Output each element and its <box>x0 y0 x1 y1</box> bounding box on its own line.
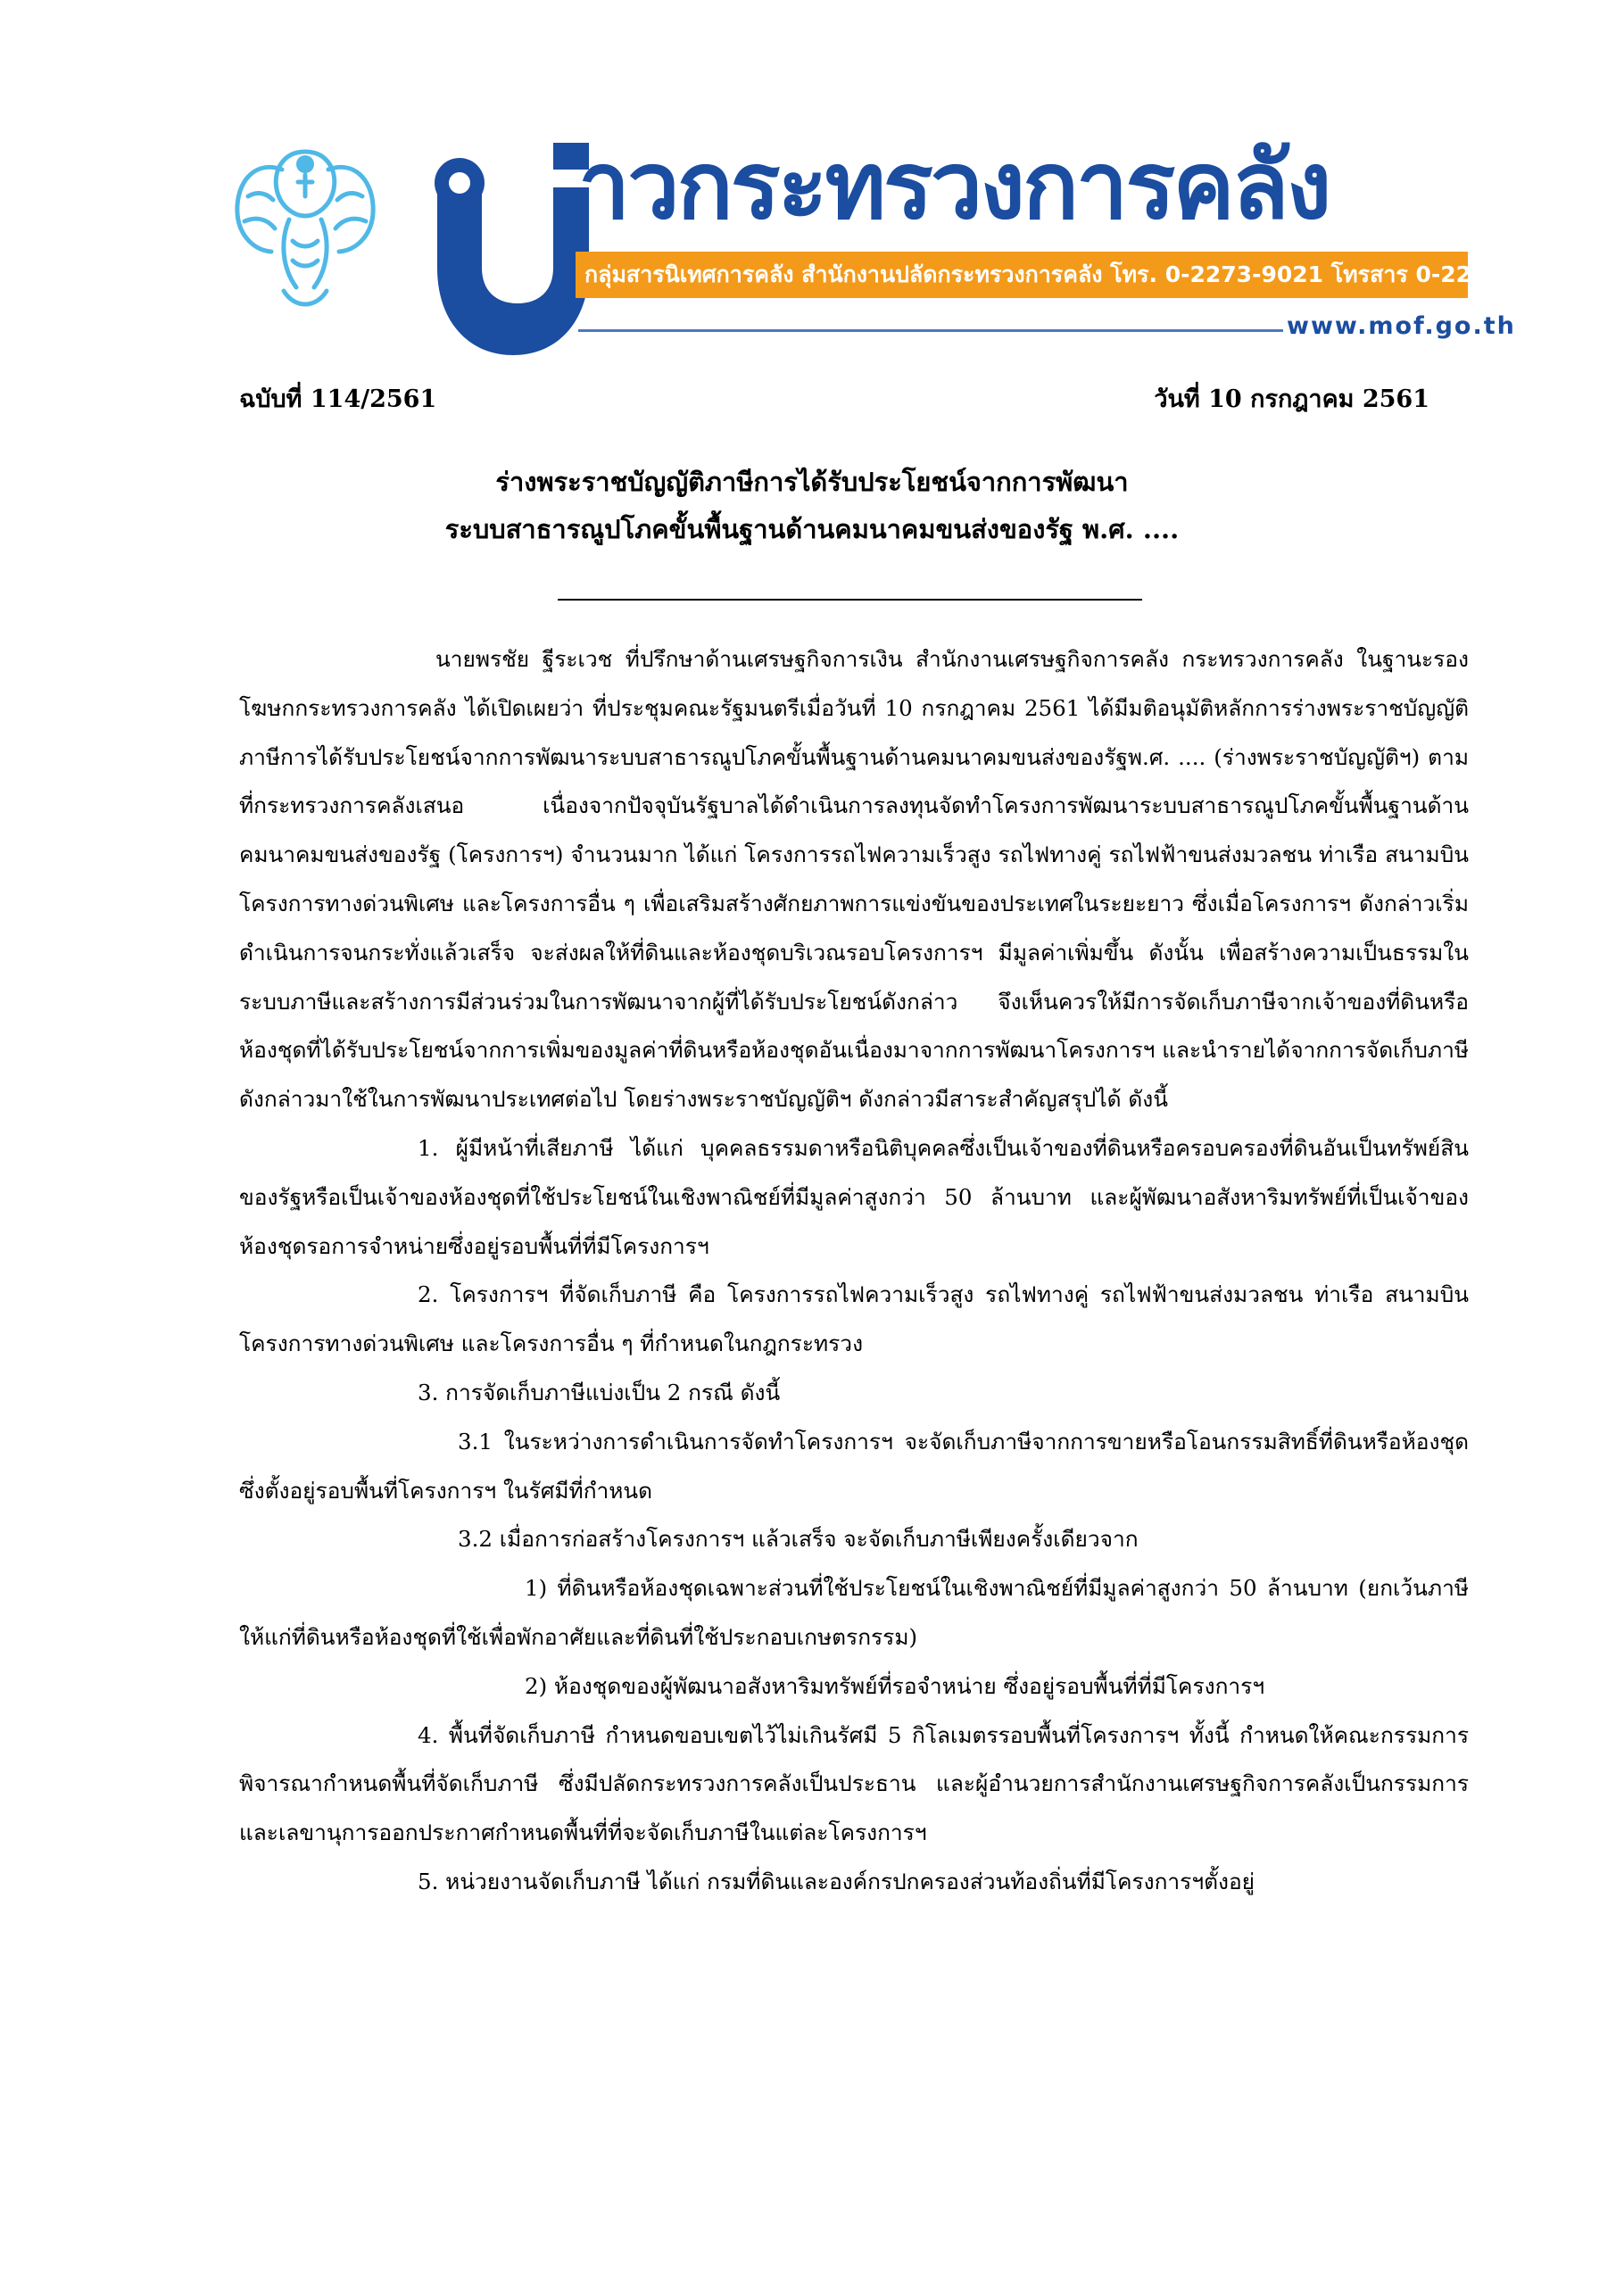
point-1-paragraph: 1. ผู้มีหน้าที่เสียภาษี ได้แก่ บุคคลธรรมดาหรือนิติบุคคลซึ่งเป็นเจ้าของที่ดินหรือครอบครองที่ดินอันเป็นทรัพย์สินของรัฐหรือเป็นเจ้าของห้องชุดที่ใช้ประโยชน์ในเชิงพาณิชย์ที่มีมูลค่าสูงกว่า 50 ล้านบาท และผู้พัฒนาอสังหาริมทรัพย์ที่เป็นเจ้าของห้องชุดรอการจำหน่ายซึ่งอยู่รอบพื้นที่ที่มีโครงการฯ <box>239 1134 1469 1259</box>
website-link[interactable]: www.mof.go.th <box>1287 312 1516 340</box>
point-3-2-1-paragraph: 1) ที่ดินหรือห้องชุดเฉพาะส่วนที่ใช้ประโยชน์ในเชิงพาณิชย์ที่มีมูลค่าสูงกว่า 50 ล้านบาท (ยกเว้นภาษีให้แก่ที่ดินหรือห้องชุดที่ใช้เพื่อพักอาศัยและที่ดินที่ใช้ประกอบเกษตรกรรม) <box>239 1575 1469 1650</box>
point-3-2-paragraph: 3.2 เมื่อการก่อสร้างโครงการฯ แล้วเสร็จ จะจัดเก็บภาษีเพียงครั้งเดียวจาก <box>458 1526 1139 1553</box>
point-5-paragraph: 5. หน่วยงานจัดเก็บภาษี ได้แก่ กรมที่ดินและองค์กรปกครองส่วนท้องถิ่นที่มีโครงการฯตั้งอยู่ <box>418 1868 1255 1894</box>
point-3-paragraph: 3. การจัดเก็บภาษีแบ่งเป็น 2 กรณี ดังนี้ <box>418 1379 781 1405</box>
masthead-contact-bar: กลุ่มสารนิเทศการคลัง สำนักงานปลัดกระทรวงการคลัง โทร. 0-2273-9021 โทรสาร 0-2273-9763 <box>576 252 1468 298</box>
intro-paragraph: นายพรชัย ฐีระเวช ที่ปรึกษาด้านเศรษฐกิจการเงิน สำนักงานเศรษฐกิจการคลัง กระทรวงการคลัง ในฐานะรองโฆษกกระทรวงการคลัง ได้เปิดเผยว่า ที่ประชุมคณะรัฐมนตรีเมื่อวันที่ 10 กรกฎาคม 2561 ได้มีมติอนุมัติหลักการร่างพระราชบัญญัติภาษีการได้รับประโยชน์จากการพัฒนาระบบสาธารณูปโภคขั้นพื้นฐานด้านคมนาคมขนส่งของรัฐพ.ศ. .... (ร่างพระราชบัญญัติฯ) ตามที่กระทรวงการคลังเสนอ เนื่องจากปัจจุบันรัฐบาลได้ดำเนินการลงทุนจัดทำโครงการพัฒนาระบบสาธารณูปโภคขั้นพื้นฐานด้านคมนาคมขนส่งของรัฐ (โครงการฯ) จำนวนมาก ได้แก่ โครงการรถไฟความเร็วสูง รถไฟทางคู่ รถไฟฟ้าขนส่งมวลชน ท่าเรือ สนามบิน โครงการทางด่วนพิเศษ และโครงการอื่น ๆ เพื่อเสริมสร้างศักยภาพการแข่งขันของประเทศในระยะยาว ซึ่งเมื่อโครงการฯ ดังกล่าวเริ่มดำเนินการจนกระทั่งแล้วเสร็จ จะส่งผลให้ที่ดินและห้องชุดบริเวณรอบโครงการฯ มีมูลค่าเพิ่มขึ้น ดังนั้น เพื่อสร้างความเป็นธรรมในระบบภาษีและสร้างการมีส่วนร่วมในการพัฒนาจากผู้ที่ได้รับประโยชน์ดังกล่าว จึงเห็นควรให้มีการจัดเก็บภาษีจากเจ้าของที่ดินหรือห้องชุดที่ได้รับประโยชน์จากการเพิ่มของมูลค่าที่ดินหรือห้องชุดอันเนื่องมาจากการพัฒนาโครงการฯ และนำรายได้จากการจัดเก็บภาษีดังกล่าวมาใช้ในการพัฒนาประเทศต่อไป โดยร่างพระราชบัญญัติฯ ดังกล่าวมีสาระสำคัญสรุปได้ ดังนี้ <box>239 646 1469 1113</box>
letterhead <box>0 0 1624 348</box>
point-2-paragraph: 2. โครงการฯ ที่จัดเก็บภาษี คือ โครงการรถไฟความเร็วสูง รถไฟทางคู่ รถไฟฟ้าขนส่งมวลชน ท่าเรือ สนามบิน โครงการทางด่วนพิเศษ และโครงการอื่น ๆ ที่กำหนดในกฎกระทรวง <box>239 1281 1469 1357</box>
issue-number: ฉบับที่ 114/2561 <box>239 385 437 413</box>
point-3-2-2-paragraph: 2) ห้องชุดของผู้พัฒนาอสังหาริมทรัพย์ที่รอจำหน่าย ซึ่งอยู่รอบพื้นที่ที่มีโครงการฯ <box>525 1672 1265 1699</box>
garuda-emblem-icon <box>230 134 380 321</box>
document-title-line-2: ระบบสาธารณูปโภคขั้นพื้นฐานด้านคมนาคมขนส่งของรัฐ พ.ศ. .... <box>444 514 1180 544</box>
masthead-large-letter <box>419 134 589 366</box>
document-title-line-1: ร่างพระราชบัญญัติภาษีการได้รับประโยชน์จากการพัฒนา <box>495 467 1129 497</box>
masthead-divider <box>578 329 1283 332</box>
masthead-title: าวกระทรวงการคลัง <box>578 131 1330 240</box>
point-4-paragraph: 4. พื้นที่จัดเก็บภาษี กำหนดขอบเขตไว้ไม่เกินรัศมี 5 กิโลเมตรรอบพื้นที่โครงการฯ ทั้งนี้ กำหนดให้คณะกรรมการพิจารณากำหนดพื้นที่จัดเก็บภาษี ซึ่งมีปลัดกระทรวงการคลังเป็นประธาน และผู้อำนวยการสำนักงานเศรษฐกิจการคลังเป็นกรรมการและเลขานุการออกประกาศกำหนดพื้นที่ที่จะจัดเก็บภาษีในแต่ละโครงการฯ <box>239 1721 1469 1846</box>
title-divider <box>558 599 1142 601</box>
point-3-1-paragraph: 3.1 ในระหว่างการดำเนินการจัดทำโครงการฯ จะจัดเก็บภาษีจากการขายหรือโอนกรรมสิทธิ์ที่ดินหรือห้องชุดซึ่งตั้งอยู่รอบพื้นที่โครงการฯ ในรัศมีที่กำหนด <box>239 1428 1469 1504</box>
issue-date: วันที่ 10 กรกฎาคม 2561 <box>1154 385 1429 413</box>
document-body <box>239 635 1469 1907</box>
